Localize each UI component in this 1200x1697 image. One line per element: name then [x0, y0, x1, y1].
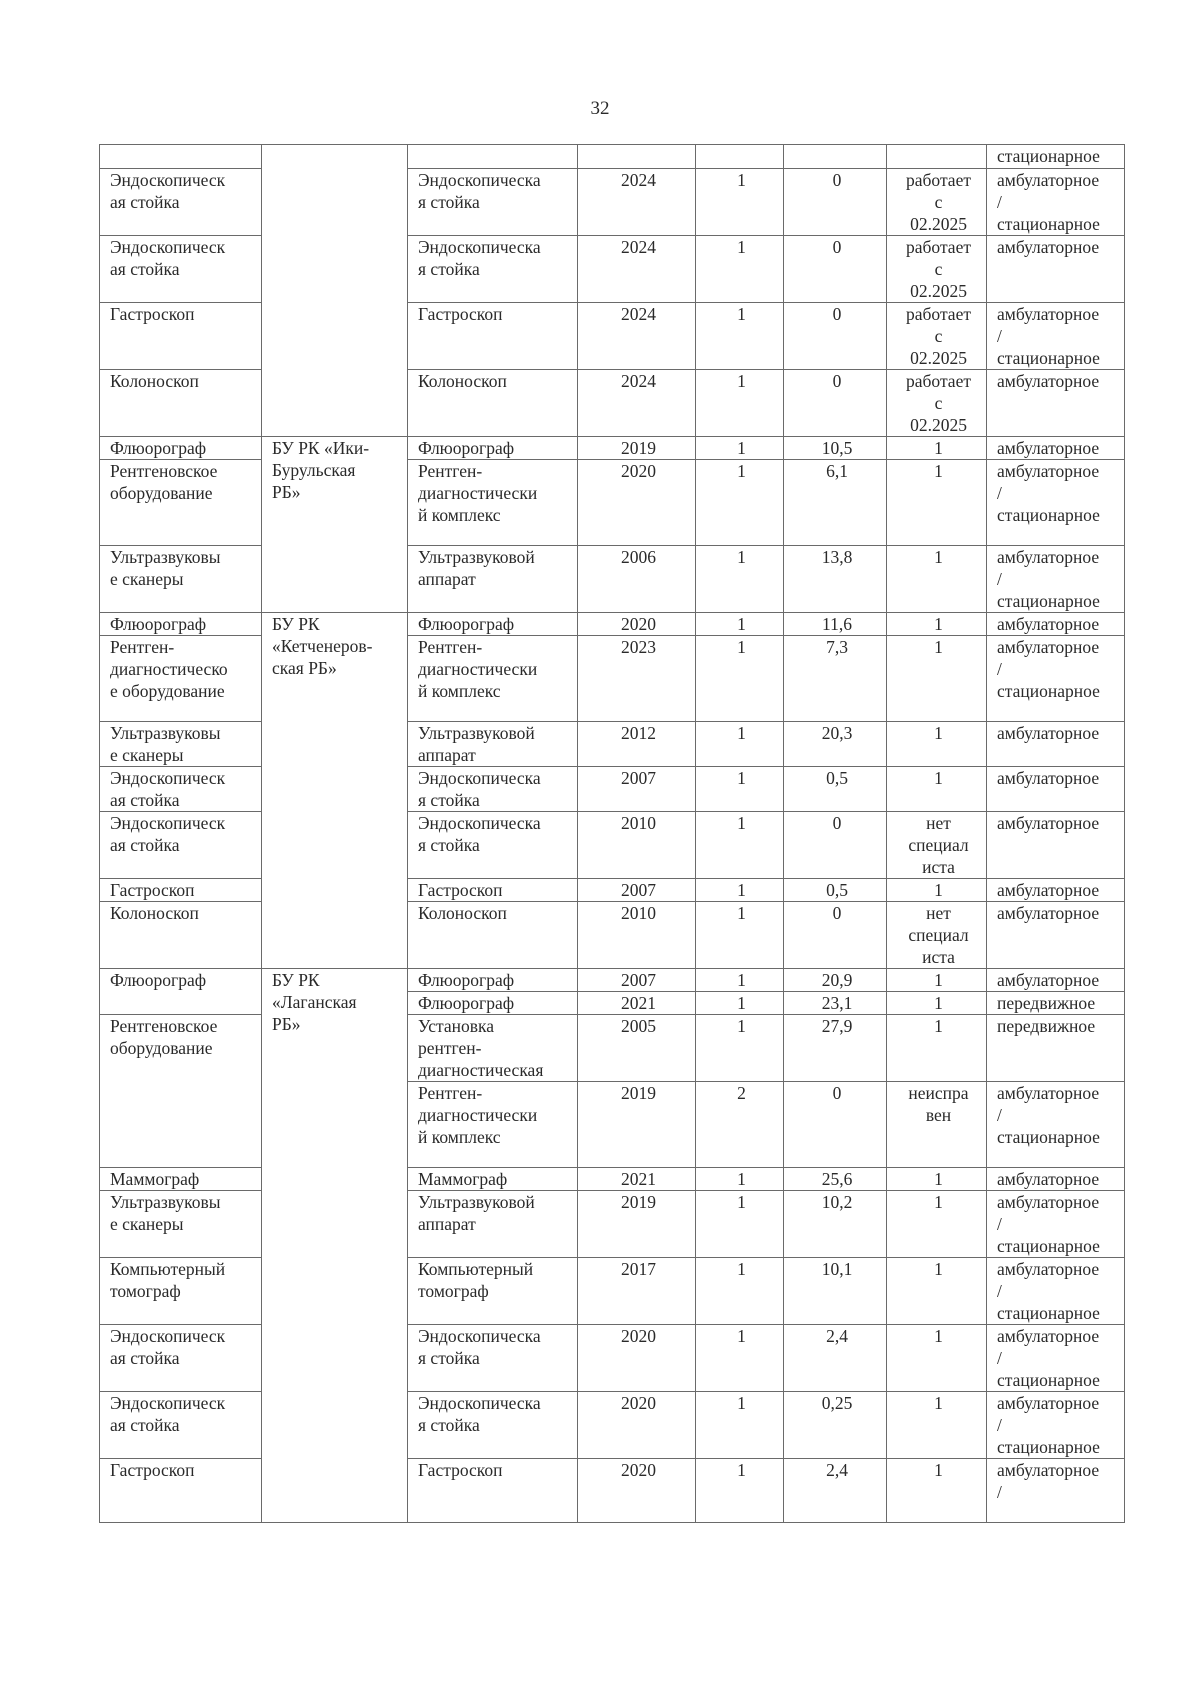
quantity-cell: 1	[696, 969, 784, 992]
equipment-name-cell: Колоноскоп	[408, 902, 578, 969]
wear-value-cell: 20,3	[784, 722, 887, 767]
year-cell: 2020	[578, 1459, 696, 1523]
quantity-cell: 1	[696, 1459, 784, 1523]
year-cell: 2019	[578, 437, 696, 460]
wear-value-cell: 6,1	[784, 460, 887, 546]
status-cell: 1	[887, 969, 987, 992]
table-row	[100, 812, 1125, 879]
quantity-cell: 1	[696, 902, 784, 969]
table-row	[100, 1459, 1125, 1523]
usage-mode-cell: амбулаторное / стационарное	[987, 1325, 1125, 1392]
equipment-name-cell: Флюорограф	[408, 969, 578, 992]
wear-value-cell: 0	[784, 236, 887, 303]
status-cell: 1	[887, 1015, 987, 1082]
wear-value-cell: 10,1	[784, 1258, 887, 1325]
usage-mode-cell: амбулаторное	[987, 722, 1125, 767]
wear-value-cell: 7,3	[784, 636, 887, 722]
quantity-cell: 1	[696, 636, 784, 722]
year-cell: 2007	[578, 879, 696, 902]
wear-value-cell: 0,25	[784, 1392, 887, 1459]
quantity-cell: 1	[696, 767, 784, 812]
usage-mode-cell: амбулаторное / стационарное	[987, 1392, 1125, 1459]
year-cell: 2020	[578, 613, 696, 636]
status-cell: нет специал иста	[887, 902, 987, 969]
usage-mode-cell: амбулаторное / стационарное	[987, 169, 1125, 236]
status-cell: 1	[887, 1168, 987, 1191]
table-row	[100, 969, 1125, 992]
usage-mode-cell: амбулаторное	[987, 1168, 1125, 1191]
status-cell: 1	[887, 437, 987, 460]
equipment-type-cell	[100, 145, 262, 169]
year-cell: 2020	[578, 460, 696, 546]
equipment-type-cell: Эндоскопическ ая стойка	[100, 812, 262, 879]
table-row	[100, 636, 1125, 722]
wear-value-cell: 20,9	[784, 969, 887, 992]
year-cell: 2012	[578, 722, 696, 767]
organization-cell: БУ РК «Кетченеров- ская РБ»	[262, 613, 408, 969]
year-cell: 2024	[578, 303, 696, 370]
equipment-name-cell: Ультразвуковой аппарат	[408, 722, 578, 767]
quantity-cell: 1	[696, 437, 784, 460]
equipment-table-body	[100, 145, 1125, 1523]
page-number: 32	[590, 98, 610, 119]
equipment-type-cell: Эндоскопическ ая стойка	[100, 1325, 262, 1392]
equipment-type-cell: Эндоскопическ ая стойка	[100, 1392, 262, 1459]
status-cell: неиспра вен	[887, 1082, 987, 1168]
usage-mode-cell: амбулаторное / стационарное	[987, 1191, 1125, 1258]
usage-mode-cell: передвижное	[987, 992, 1125, 1015]
quantity-cell: 1	[696, 1168, 784, 1191]
equipment-name-cell: Маммограф	[408, 1168, 578, 1191]
usage-mode-cell: амбулаторное	[987, 437, 1125, 460]
equipment-type-cell: Рентгеновское оборудование	[100, 460, 262, 546]
equipment-name-cell: Гастроскоп	[408, 879, 578, 902]
equipment-name-cell: Эндоскопическа я стойка	[408, 236, 578, 303]
table-row	[100, 169, 1125, 236]
status-cell: 1	[887, 767, 987, 812]
usage-mode-cell: амбулаторное / стационарное	[987, 636, 1125, 722]
equipment-type-cell: Гастроскоп	[100, 1459, 262, 1523]
equipment-name-cell: Ультразвуковой аппарат	[408, 546, 578, 613]
equipment-type-cell: Ультразвуковы е сканеры	[100, 546, 262, 613]
table-row	[100, 1325, 1125, 1392]
table-row	[100, 370, 1125, 437]
usage-mode-cell: амбулаторное	[987, 902, 1125, 969]
equipment-type-cell: Рентгеновское оборудование	[100, 1015, 262, 1168]
wear-value-cell: 0	[784, 169, 887, 236]
quantity-cell: 1	[696, 879, 784, 902]
table-row	[100, 437, 1125, 460]
quantity-cell: 1	[696, 1191, 784, 1258]
status-cell	[887, 145, 987, 169]
organization-cell: БУ РК «Ики- Бурульская РБ»	[262, 437, 408, 613]
usage-mode-cell: амбулаторное	[987, 613, 1125, 636]
table-row	[100, 1392, 1125, 1459]
quantity-cell: 1	[696, 370, 784, 437]
equipment-type-cell: Флюорограф	[100, 613, 262, 636]
quantity-cell: 1	[696, 236, 784, 303]
quantity-cell: 1	[696, 546, 784, 613]
equipment-name-cell: Флюорограф	[408, 437, 578, 460]
table-row	[100, 303, 1125, 370]
table-row	[100, 1015, 1125, 1082]
equipment-name-cell: Эндоскопическа я стойка	[408, 767, 578, 812]
year-cell: 2020	[578, 1325, 696, 1392]
year-cell: 2024	[578, 236, 696, 303]
wear-value-cell	[784, 145, 887, 169]
equipment-type-cell: Эндоскопическ ая стойка	[100, 767, 262, 812]
equipment-name-cell: Эндоскопическа я стойка	[408, 812, 578, 879]
wear-value-cell: 10,5	[784, 437, 887, 460]
status-cell: работает с 02.2025	[887, 303, 987, 370]
year-cell: 2010	[578, 812, 696, 879]
equipment-type-cell: Колоноскоп	[100, 370, 262, 437]
wear-value-cell: 0	[784, 1082, 887, 1168]
equipment-type-cell: Рентген- диагностическо е оборудование	[100, 636, 262, 722]
usage-mode-cell: амбулаторное / стационарное	[987, 460, 1125, 546]
quantity-cell: 1	[696, 1392, 784, 1459]
year-cell: 2023	[578, 636, 696, 722]
status-cell: 1	[887, 1392, 987, 1459]
quantity-cell: 1	[696, 722, 784, 767]
quantity-cell: 1	[696, 1258, 784, 1325]
year-cell: 2017	[578, 1258, 696, 1325]
table-row	[100, 879, 1125, 902]
status-cell: работает с 02.2025	[887, 169, 987, 236]
usage-mode-cell: амбулаторное	[987, 370, 1125, 437]
equipment-type-cell: Гастроскоп	[100, 303, 262, 370]
quantity-cell: 1	[696, 1325, 784, 1392]
table-row	[100, 1168, 1125, 1191]
equipment-name-cell: Эндоскопическа я стойка	[408, 169, 578, 236]
equipment-type-cell: Гастроскоп	[100, 879, 262, 902]
quantity-cell: 1	[696, 303, 784, 370]
equipment-name-cell: Эндоскопическа я стойка	[408, 1325, 578, 1392]
equipment-name-cell: Компьютерный томограф	[408, 1258, 578, 1325]
year-cell: 2006	[578, 546, 696, 613]
wear-value-cell: 27,9	[784, 1015, 887, 1082]
equipment-name-cell: Рентген- диагностически й комплекс	[408, 460, 578, 546]
year-cell: 2005	[578, 1015, 696, 1082]
quantity-cell: 1	[696, 1015, 784, 1082]
year-cell: 2007	[578, 767, 696, 812]
equipment-name-cell: Колоноскоп	[408, 370, 578, 437]
equipment-type-cell: Флюорограф	[100, 969, 262, 1015]
year-cell: 2021	[578, 1168, 696, 1191]
year-cell: 2010	[578, 902, 696, 969]
usage-mode-cell: амбулаторное	[987, 767, 1125, 812]
table-row	[100, 767, 1125, 812]
table-row	[100, 613, 1125, 636]
year-cell	[578, 145, 696, 169]
wear-value-cell: 0	[784, 370, 887, 437]
usage-mode-cell: амбулаторное / стационарное	[987, 1258, 1125, 1325]
status-cell: 1	[887, 1325, 987, 1392]
table-row	[100, 1191, 1125, 1258]
year-cell: 2019	[578, 1191, 696, 1258]
usage-mode-cell: передвижное	[987, 1015, 1125, 1082]
year-cell: 2007	[578, 969, 696, 992]
status-cell: 1	[887, 460, 987, 546]
equipment-type-cell: Компьютерный томограф	[100, 1258, 262, 1325]
quantity-cell: 1	[696, 992, 784, 1015]
equipment-name-cell: Рентген- диагностически й комплекс	[408, 636, 578, 722]
wear-value-cell: 0	[784, 812, 887, 879]
equipment-name-cell: Эндоскопическа я стойка	[408, 1392, 578, 1459]
organization-cell	[262, 145, 408, 437]
status-cell: 1	[887, 992, 987, 1015]
equipment-type-cell: Ультразвуковы е сканеры	[100, 1191, 262, 1258]
wear-value-cell: 2,4	[784, 1459, 887, 1523]
wear-value-cell: 0,5	[784, 879, 887, 902]
quantity-cell	[696, 145, 784, 169]
table-row	[100, 722, 1125, 767]
usage-mode-cell: амбулаторное / стационарное	[987, 303, 1125, 370]
equipment-name-cell: Ультразвуковой аппарат	[408, 1191, 578, 1258]
status-cell: 1	[887, 1191, 987, 1258]
equipment-name-cell: Установка рентген- диагностическая	[408, 1015, 578, 1082]
equipment-name-cell: Гастроскоп	[408, 303, 578, 370]
quantity-cell: 1	[696, 812, 784, 879]
quantity-cell: 1	[696, 460, 784, 546]
table-row	[100, 145, 1125, 169]
table-row	[100, 902, 1125, 969]
status-cell: работает с 02.2025	[887, 370, 987, 437]
status-cell: 1	[887, 1459, 987, 1523]
equipment-name-cell	[408, 145, 578, 169]
equipment-type-cell: Колоноскоп	[100, 902, 262, 969]
status-cell: 1	[887, 722, 987, 767]
year-cell: 2024	[578, 169, 696, 236]
status-cell: нет специал иста	[887, 812, 987, 879]
wear-value-cell: 23,1	[784, 992, 887, 1015]
year-cell: 2019	[578, 1082, 696, 1168]
usage-mode-cell: амбулаторное /	[987, 1459, 1125, 1523]
quantity-cell: 1	[696, 169, 784, 236]
equipment-name-cell: Флюорограф	[408, 613, 578, 636]
usage-mode-cell: амбулаторное	[987, 879, 1125, 902]
wear-value-cell: 25,6	[784, 1168, 887, 1191]
usage-mode-cell: амбулаторное / стационарное	[987, 546, 1125, 613]
wear-value-cell: 11,6	[784, 613, 887, 636]
status-cell: работает с 02.2025	[887, 236, 987, 303]
year-cell: 2024	[578, 370, 696, 437]
equipment-name-cell: Рентген- диагностически й комплекс	[408, 1082, 578, 1168]
equipment-name-cell: Флюорограф	[408, 992, 578, 1015]
status-cell: 1	[887, 636, 987, 722]
table-row	[100, 460, 1125, 546]
equipment-type-cell: Ультразвуковы е сканеры	[100, 722, 262, 767]
wear-value-cell: 0	[784, 303, 887, 370]
status-cell: 1	[887, 613, 987, 636]
table-row	[100, 546, 1125, 613]
status-cell: 1	[887, 546, 987, 613]
usage-mode-cell: амбулаторное	[987, 812, 1125, 879]
quantity-cell: 2	[696, 1082, 784, 1168]
equipment-type-cell: Флюорограф	[100, 437, 262, 460]
equipment-type-cell: Эндоскопическ ая стойка	[100, 169, 262, 236]
quantity-cell: 1	[696, 613, 784, 636]
wear-value-cell: 10,2	[784, 1191, 887, 1258]
wear-value-cell: 0	[784, 902, 887, 969]
wear-value-cell: 13,8	[784, 546, 887, 613]
year-cell: 2020	[578, 1392, 696, 1459]
year-cell: 2021	[578, 992, 696, 1015]
organization-cell: БУ РК «Лаганская РБ»	[262, 969, 408, 1523]
equipment-type-cell: Эндоскопическ ая стойка	[100, 236, 262, 303]
usage-mode-cell: амбулаторное	[987, 969, 1125, 992]
wear-value-cell: 0,5	[784, 767, 887, 812]
usage-mode-cell: амбулаторное / стационарное	[987, 1082, 1125, 1168]
table-row	[100, 236, 1125, 303]
status-cell: 1	[887, 1258, 987, 1325]
usage-mode-cell: амбулаторное	[987, 236, 1125, 303]
status-cell: 1	[887, 879, 987, 902]
table-row	[100, 1258, 1125, 1325]
usage-mode-cell: стационарное	[987, 145, 1125, 169]
equipment-type-cell: Маммограф	[100, 1168, 262, 1191]
equipment-name-cell: Гастроскоп	[408, 1459, 578, 1523]
equipment-table	[99, 144, 1125, 1523]
wear-value-cell: 2,4	[784, 1325, 887, 1392]
